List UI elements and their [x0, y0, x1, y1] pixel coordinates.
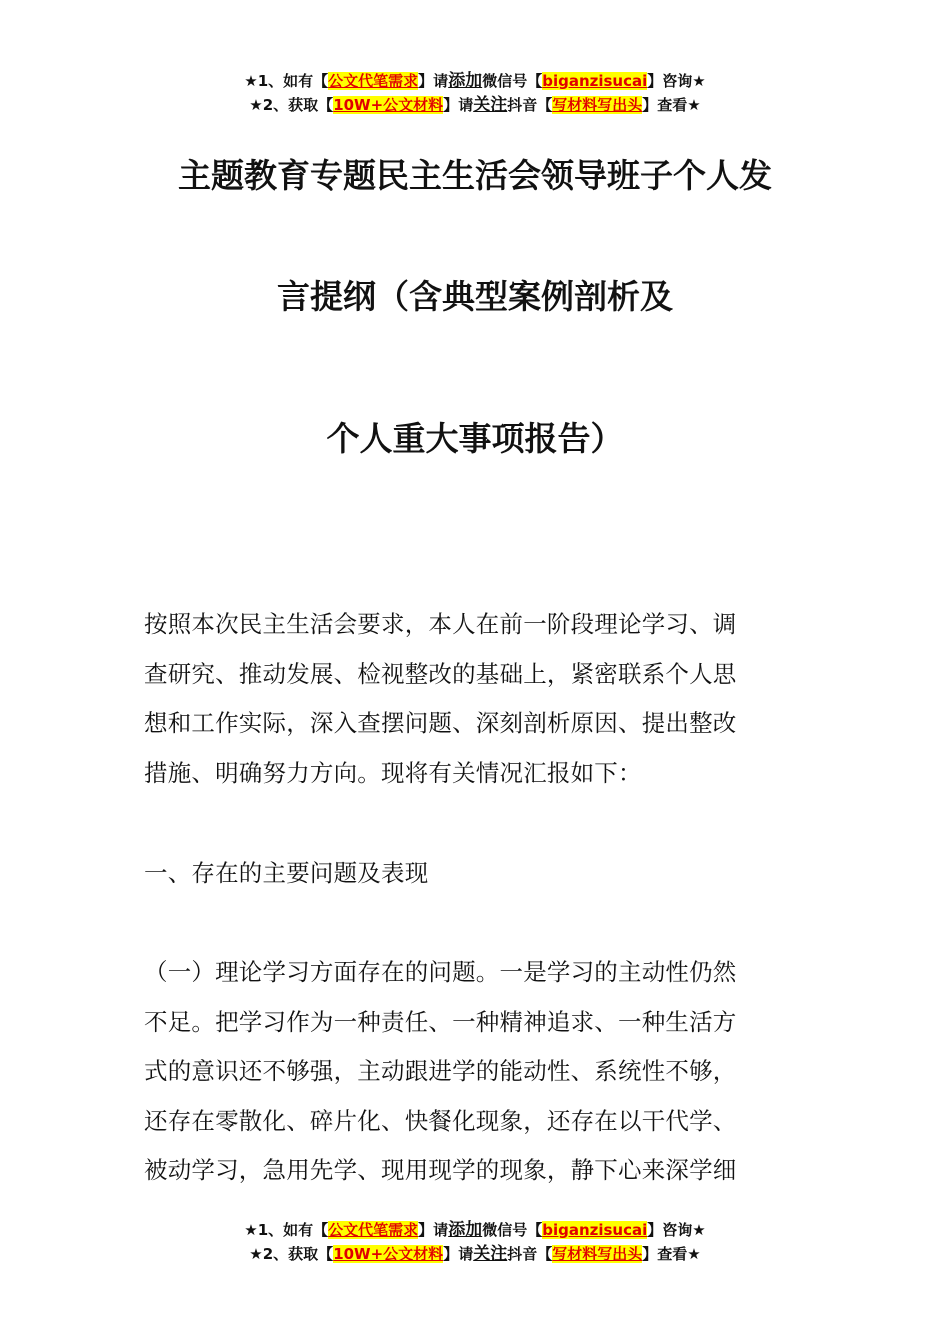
header-banner	[0, 69, 950, 117]
banner-line-1: ★1、如有【公文代笔需求】请添加微信号【biganzisucai】咨询★	[244, 1220, 706, 1240]
douyin-id: 写材料写出头	[552, 1245, 643, 1263]
title-line-3: 个人重大事项报告）	[326, 419, 624, 458]
highlight: 10W+公文材料	[333, 1245, 444, 1263]
title-line-2: 言提纲（含典型案例剖析及	[277, 277, 673, 316]
wechat-id: biganzisucai	[542, 1221, 648, 1239]
douyin-id: 写材料写出头	[552, 96, 643, 114]
wechat-id: biganzisucai	[542, 72, 648, 90]
section-paragraph: （一）理论学习方面存在的问题。一是学习的主动性仍然 不足。把学习作为一种责任、一种精神追求、一种生活方 式的意识还不够强，主动跟进学的能动性、系统性不够， 还存在零散化、碎片化、快餐化现象，还存在以干代学、 被动学习，急用先学、现用现学的现象，静下心来深学细	[144, 958, 737, 1184]
title-line-1: 主题教育专题民主生活会领导班子个人发	[178, 156, 772, 195]
banner-line-2: ★2、获取【10W+公文材料】请关注抖音【写材料写出头】查看★	[249, 1244, 701, 1264]
highlight: 公文代笔需求	[328, 1221, 419, 1239]
banner-line-2: ★2、获取【10W+公文材料】请关注抖音【写材料写出头】查看★	[249, 95, 701, 115]
banner-line-1: ★1、如有【公文代笔需求】请添加微信号【biganzisucai】咨询★	[244, 71, 706, 91]
highlight: 公文代笔需求	[328, 72, 419, 90]
section-heading: 一、存在的主要问题及表现	[144, 859, 429, 887]
intro-paragraph: 按照本次民主生活会要求，本人在前一阶段理论学习、调 查研究、推动发展、检视整改的基础上，紧密联系个人思 想和工作实际，深入查摆问题、深刻剖析原因、提出整改 措施、明确努力方向。现将有关情况汇报如下：	[144, 610, 737, 787]
highlight: 10W+公文材料	[333, 96, 444, 114]
footer-banner	[0, 1218, 950, 1266]
